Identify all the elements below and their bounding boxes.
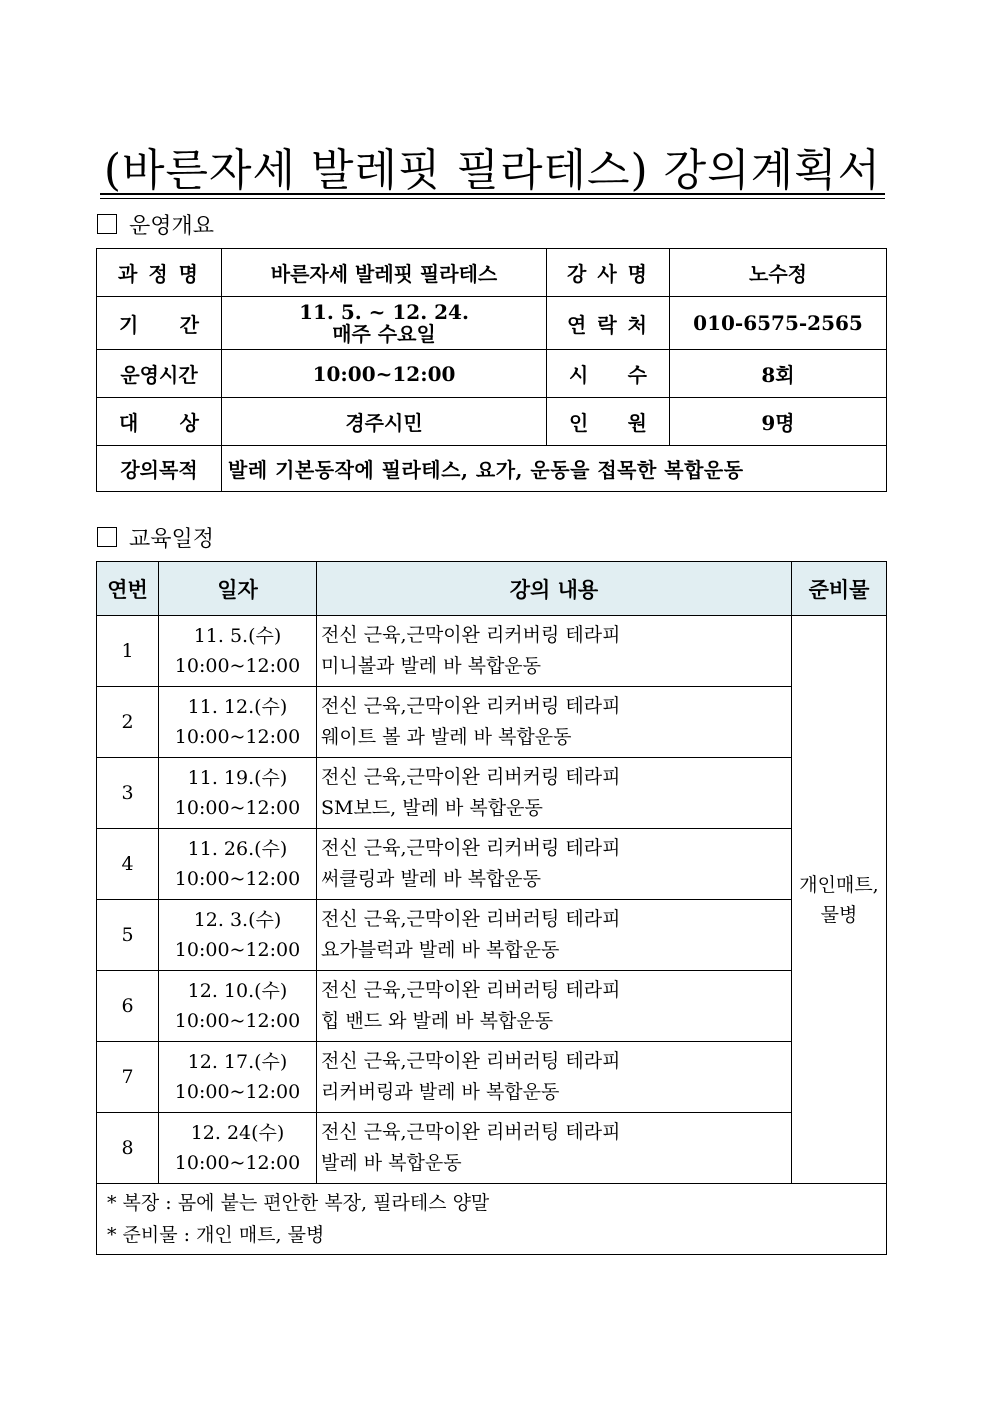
time-label: 운영시간 <box>97 350 222 398</box>
session-time: 10:00~12:00 <box>174 726 301 748</box>
table-row <box>97 829 887 900</box>
section-heading-overview <box>97 209 214 239</box>
content-line: 전신 근육,근막이완 리버러팅 테라피 <box>321 908 621 930</box>
row-number: 7 <box>97 1042 159 1113</box>
target-value: 경주시민 <box>222 398 547 446</box>
content-line: 미니볼과 발레 바 복합운동 <box>321 655 542 677</box>
col-header-content: 강의 내용 <box>317 562 792 616</box>
label-part: 대 <box>119 411 139 435</box>
row-content <box>317 971 792 1042</box>
session-date: 11. 26.(수) <box>187 838 288 860</box>
table-row <box>97 900 887 971</box>
content-line: 전신 근육,근막이완 리버커링 테라피 <box>321 766 621 788</box>
page-title: (바른자세 발레핏 필라테스) 강의계획서 <box>103 145 882 196</box>
title-underline-thin <box>100 198 885 199</box>
row-date <box>159 687 317 758</box>
period-value <box>222 297 547 350</box>
row-date <box>159 1042 317 1113</box>
note-supplies: * 준비물 : 개인 매트, 물병 <box>107 1224 325 1246</box>
label-part: 수 <box>627 363 647 387</box>
row-date <box>159 616 317 687</box>
period-weekday: 매주 수요일 <box>332 322 436 346</box>
table-row <box>97 398 887 446</box>
title-underline <box>100 193 885 195</box>
col-header-no: 연번 <box>97 562 159 616</box>
row-number: 8 <box>97 1113 159 1184</box>
row-content <box>317 900 792 971</box>
time-value: 10:00~12:00 <box>222 350 547 398</box>
content-line: 발레 바 복합운동 <box>321 1152 462 1174</box>
prep-line: 물병 <box>820 903 858 926</box>
notes-cell <box>97 1184 887 1255</box>
row-content <box>317 687 792 758</box>
content-line: 힙 밴드 와 발레 바 복합운동 <box>321 1010 554 1032</box>
row-number: 4 <box>97 829 159 900</box>
table-row <box>97 758 887 829</box>
table-row <box>97 446 887 492</box>
course-label: 과 정 명 <box>97 249 222 297</box>
checkbox-icon <box>97 214 117 234</box>
row-content <box>317 1042 792 1113</box>
table-row <box>97 971 887 1042</box>
label-part: 상 <box>179 411 199 435</box>
content-line: 전신 근육,근막이완 리버러팅 테라피 <box>321 1050 621 1072</box>
label-part: 원 <box>627 411 647 435</box>
content-line: 전신 근육,근막이완 리커버링 테라피 <box>321 837 621 859</box>
row-date <box>159 971 317 1042</box>
content-line: 전신 근육,근막이완 리버러팅 테라피 <box>321 1121 621 1143</box>
section-title: 운영개요 <box>129 213 215 239</box>
row-date <box>159 829 317 900</box>
label-part: 인 <box>569 411 589 435</box>
session-time: 10:00~12:00 <box>174 1152 301 1174</box>
session-date: 12. 24(수) <box>190 1122 285 1144</box>
contact-value: 010-6575-2565 <box>670 297 887 350</box>
row-content <box>317 616 792 687</box>
row-number: 5 <box>97 900 159 971</box>
content-line: 전신 근육,근막이완 리버러팅 테라피 <box>321 979 621 1001</box>
content-line: 요가블럭과 발레 바 복합운동 <box>321 939 560 961</box>
notes-row <box>97 1184 887 1255</box>
period-label <box>97 297 222 350</box>
header-row <box>97 562 887 616</box>
session-date: 11. 19.(수) <box>187 767 288 789</box>
content-line: 전신 근육,근막이완 리커버링 테라피 <box>321 695 621 717</box>
session-time: 10:00~12:00 <box>174 868 301 890</box>
label-part: 시 <box>569 363 589 387</box>
session-date: 11. 5.(수) <box>193 625 282 647</box>
session-time: 10:00~12:00 <box>174 1081 301 1103</box>
course-value: 바른자세 발레핏 필라테스 <box>222 249 547 297</box>
session-date: 12. 3.(수) <box>193 909 282 931</box>
session-time: 10:00~12:00 <box>174 939 301 961</box>
table-row <box>97 1042 887 1113</box>
table-row <box>97 350 887 398</box>
row-content <box>317 829 792 900</box>
label-part: 간 <box>179 312 199 337</box>
period-dates: 11. 5. ~ 12. 24. <box>299 300 469 324</box>
label-part: 기 <box>119 312 139 337</box>
prep-cell <box>792 616 887 1184</box>
session-time: 10:00~12:00 <box>174 1010 301 1032</box>
section-title: 교육일정 <box>129 526 215 552</box>
contact-label: 연 락 처 <box>547 297 670 350</box>
content-line: 써클링과 발레 바 복합운동 <box>321 868 542 890</box>
row-date <box>159 900 317 971</box>
target-label <box>97 398 222 446</box>
content-line: 웨이트 볼 과 발레 바 복합운동 <box>321 726 572 748</box>
people-label <box>547 398 670 446</box>
instructor-value: 노수정 <box>670 249 887 297</box>
col-header-date: 일자 <box>159 562 317 616</box>
row-content <box>317 1113 792 1184</box>
schedule-table <box>96 561 887 1255</box>
session-date: 11. 12.(수) <box>187 696 288 718</box>
prep-line: 개인매트, <box>799 873 879 896</box>
purpose-value: 발레 기본동작에 필라테스, 요가, 운동을 접목한 복합운동 <box>222 446 887 492</box>
col-header-prep: 준비물 <box>792 562 887 616</box>
row-number: 3 <box>97 758 159 829</box>
row-number: 2 <box>97 687 159 758</box>
content-line: 리커버링과 발레 바 복합운동 <box>321 1081 560 1103</box>
sessions-value: 8회 <box>670 350 887 398</box>
checkbox-icon <box>97 527 117 547</box>
session-date: 12. 17.(수) <box>187 1051 288 1073</box>
table-row <box>97 687 887 758</box>
session-date: 12. 10.(수) <box>187 980 288 1002</box>
table-row <box>97 249 887 297</box>
section-heading-schedule <box>97 522 214 552</box>
overview-table <box>96 248 887 492</box>
content-line: SM보드, 발레 바 복합운동 <box>321 797 543 819</box>
row-content <box>317 758 792 829</box>
instructor-label: 강 사 명 <box>547 249 670 297</box>
content-line: 전신 근육,근막이완 리커버링 테라피 <box>321 624 621 646</box>
row-number: 6 <box>97 971 159 1042</box>
session-time: 10:00~12:00 <box>174 797 301 819</box>
table-row <box>97 616 887 687</box>
purpose-label: 강의목적 <box>97 446 222 492</box>
session-time: 10:00~12:00 <box>174 655 301 677</box>
row-number: 1 <box>97 616 159 687</box>
row-date <box>159 758 317 829</box>
table-row <box>97 1113 887 1184</box>
people-value: 9명 <box>670 398 887 446</box>
table-row <box>97 297 887 350</box>
row-date <box>159 1113 317 1184</box>
sessions-label <box>547 350 670 398</box>
note-attire: * 복장 : 몸에 붙는 편안한 복장, 필라테스 양말 <box>107 1192 490 1214</box>
